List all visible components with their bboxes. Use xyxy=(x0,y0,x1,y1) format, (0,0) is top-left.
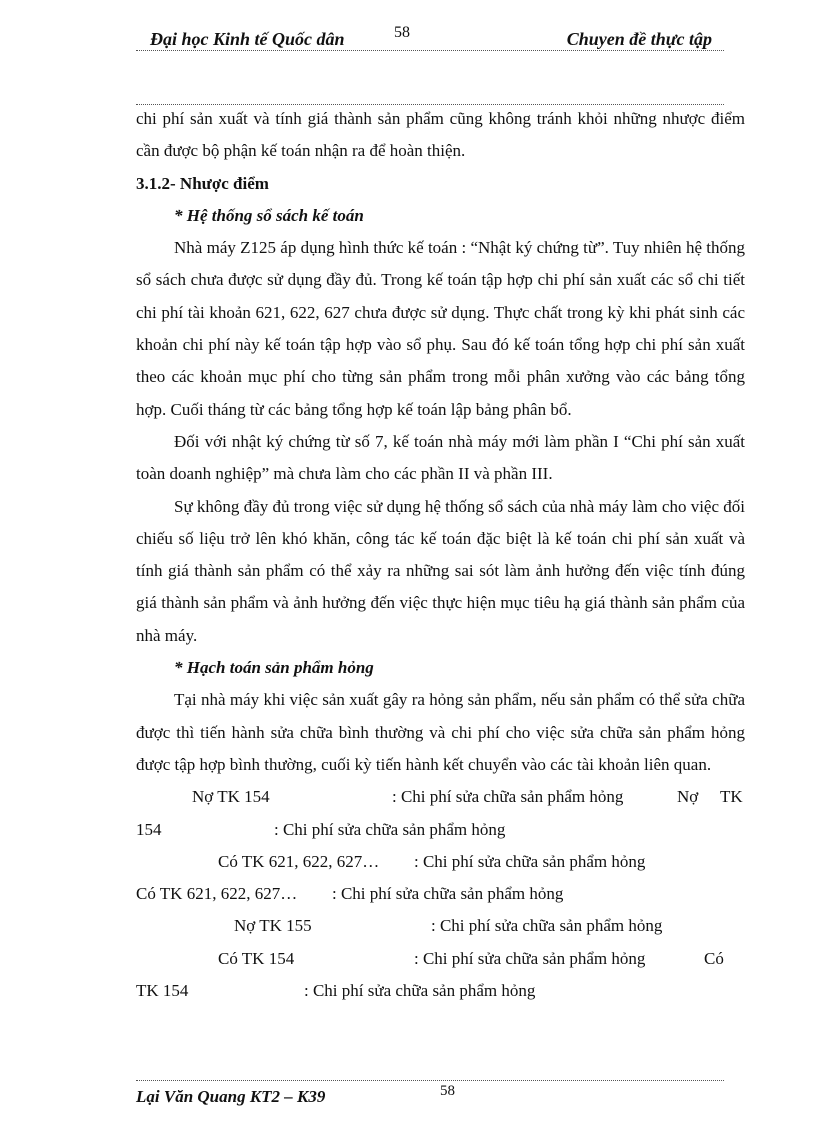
journal-entry-1 xyxy=(136,781,745,813)
header-university: Đại học Kinh tế Quốc dân xyxy=(150,29,345,49)
journal-entry-5 xyxy=(136,910,745,942)
paragraph-consequences: Sự không đầy đủ trong việc sử dụng hệ thống sổ sách của nhà máy làm cho việc đối chiếu số liệu trở lên khó khăn, công tác kế toán đặc biệt là kế toán chi phí sản xuất và tính giá thành sản phẩm có thể xảy ra những sai sót làm ảnh hưởng đến việc tính đúng giá thành sản phẩm và ảnh hưởng đến việc thực hiện mục tiêu hạ giá thành sản phẩm của nhà máy. xyxy=(136,496,745,645)
entry-account: Có TK 621, 622, 627… xyxy=(218,851,380,871)
header-divider xyxy=(136,50,724,51)
journal-entry-4 xyxy=(136,878,745,910)
entry-account: 154 xyxy=(136,819,162,839)
entry-description: : Chi phí sửa chữa sản phẩm hỏng xyxy=(332,884,564,904)
journal-entry-3 xyxy=(136,846,745,878)
entry-account-continued: Nợ xyxy=(677,787,699,807)
footer-author: Lại Văn Quang KT2 – K39 xyxy=(136,1087,326,1106)
entry-description: : Chi phí sửa chữa sản phẩm hỏng xyxy=(274,819,506,839)
page-header xyxy=(136,24,724,50)
footer-divider xyxy=(136,1080,724,1081)
header-document-title: Chuyen đề thực tập xyxy=(566,29,712,49)
journal-entry-7 xyxy=(136,975,745,1007)
journal-entry-2 xyxy=(136,814,745,846)
paragraph-intro: chi phí sản xuất và tính giá thành sản phẩm cũng không tránh khỏi những nhược điểm cần được bộ phận kế toán nhận ra để hoàn thiện. xyxy=(136,109,745,161)
entry-account: Có TK 154 xyxy=(218,948,295,968)
entry-description: : Chi phí sửa chữa sản phẩm hỏng xyxy=(431,916,663,936)
paragraph-defective-products: Tại nhà máy khi việc sản xuất gây ra hỏng sản phẩm, nếu sản phẩm có thể sửa chữa được thì tiến hành sửa chữa bình thường và chi phí cho việc sửa chữa sản phẩm hỏng được tập hợp bình thường, cuối kỳ tiến hành kết chuyển vào các tài khoản liên quan. xyxy=(136,690,745,774)
entry-account-continued: TK xyxy=(720,787,743,807)
entry-description: : Chi phí sửa chữa sản phẩm hỏng xyxy=(414,948,646,968)
section-heading: 3.1.2- Nhược điểm xyxy=(136,173,269,193)
header-page-number: 58 xyxy=(394,24,410,41)
entry-account: TK 154 xyxy=(136,981,189,1001)
subheading-defective-products: * Hạch toán sản phẩm hỏng xyxy=(174,658,374,678)
journal-entry-6 xyxy=(136,943,745,975)
entry-account-continued: Có xyxy=(704,948,724,968)
entry-account: Có TK 621, 622, 627… xyxy=(136,884,298,904)
entry-description: : Chi phí sửa chữa sản phẩm hỏng xyxy=(392,787,624,807)
paragraph-journal-7: Đối với nhật ký chứng từ số 7, kế toán nhà máy mới làm phần I “Chi phí sản xuất toàn doanh nghiệp” mà chưa làm cho các phần II và phần III. xyxy=(136,431,745,484)
entry-description: : Chi phí sửa chữa sản phẩm hỏng xyxy=(414,851,646,871)
footer-page-number: 58 xyxy=(440,1083,455,1099)
entry-description: : Chi phí sửa chữa sản phẩm hỏng xyxy=(304,981,536,1001)
subheading-ledger-system: * Hệ thống sổ sách kế toán xyxy=(174,205,364,225)
entry-account: Nợ TK 154 xyxy=(192,787,270,807)
entry-account: Nợ TK 155 xyxy=(234,916,312,936)
document-body xyxy=(136,103,745,1007)
paragraph-ledger-system: Nhà máy Z125 áp dụng hình thức kế toán : “Nhật ký chứng từ”. Tuy nhiên hệ thống sổ sách chưa được sử dụng đầy đủ. Trong kế toán tập hợp chi phí sản xuất các sổ chi tiết chi phí tài khoản 621, 622, 627 chưa được sử dụng. Thực chất trong kỳ khi phát sinh các khoản chi phí này kế toán tập hợp vào sổ phụ. Sau đó kế toán tổng hợp chi phí sản xuất theo các khoản mục phí cho từng sản phẩm trong mỗi phân xưởng vào các bảng tổng hợp. Cuối tháng từ các bảng tổng hợp kế toán lập bảng phân bổ. xyxy=(136,238,745,419)
